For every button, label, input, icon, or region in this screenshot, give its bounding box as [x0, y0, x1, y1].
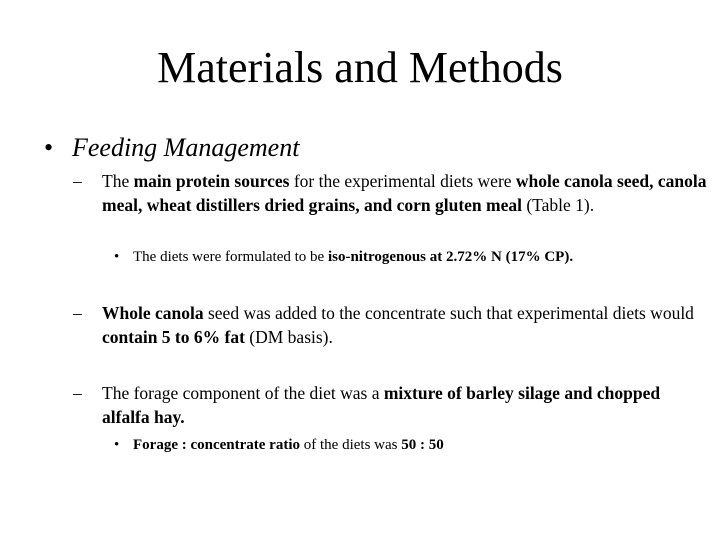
dash-marker: –: [73, 171, 82, 191]
text-run: for the experimental diets were: [289, 171, 516, 191]
section-heading: [44, 131, 684, 165]
bold-text-run: whole canola seed, canola meal, wheat distillers dried grains, and corn gluten meal: [102, 171, 707, 215]
bold-text-run: contain 5 to 6% fat: [102, 326, 245, 347]
text-run: (Table 1).: [521, 194, 595, 215]
dash-marker: –: [73, 383, 82, 403]
bold-text-run: mixture of barley silage and chopped alfalfa hay.: [102, 383, 661, 427]
dot-marker: •: [114, 437, 120, 453]
bold-text-run: main protein sources: [133, 171, 290, 191]
bold-text-run: iso-nitrogenous at 2.72% N (17% CP).: [327, 249, 574, 265]
slide-title: Materials and Methods: [157, 43, 563, 92]
dash-marker: –: [73, 303, 82, 323]
bullet-item-protein-sources: [73, 170, 712, 217]
text-run: The forage component of the diet was a: [102, 383, 384, 403]
text-run: The: [102, 171, 134, 191]
text-run: of the diets was: [300, 437, 402, 453]
bold-text-run: Whole canola: [102, 303, 204, 323]
bullet-marker: •: [44, 133, 54, 162]
bold-text-run: 50 : 50: [401, 437, 444, 453]
sub-bullet-forage-ratio: [114, 435, 714, 455]
bullet-item-forage: [73, 382, 712, 429]
dot-marker: •: [114, 249, 120, 265]
section-heading-text: Feeding Management: [72, 133, 300, 162]
bold-text-run: Forage : concentrate ratio: [133, 437, 301, 453]
text-run: The diets were formulated to be: [133, 249, 328, 265]
text-run: (DM basis).: [244, 326, 333, 347]
text-run: seed was added to the concentrate such that experimental diets would: [203, 303, 694, 323]
sub-bullet-iso-nitrogenous: [114, 247, 714, 267]
bullet-item-whole-canola: [73, 302, 712, 349]
